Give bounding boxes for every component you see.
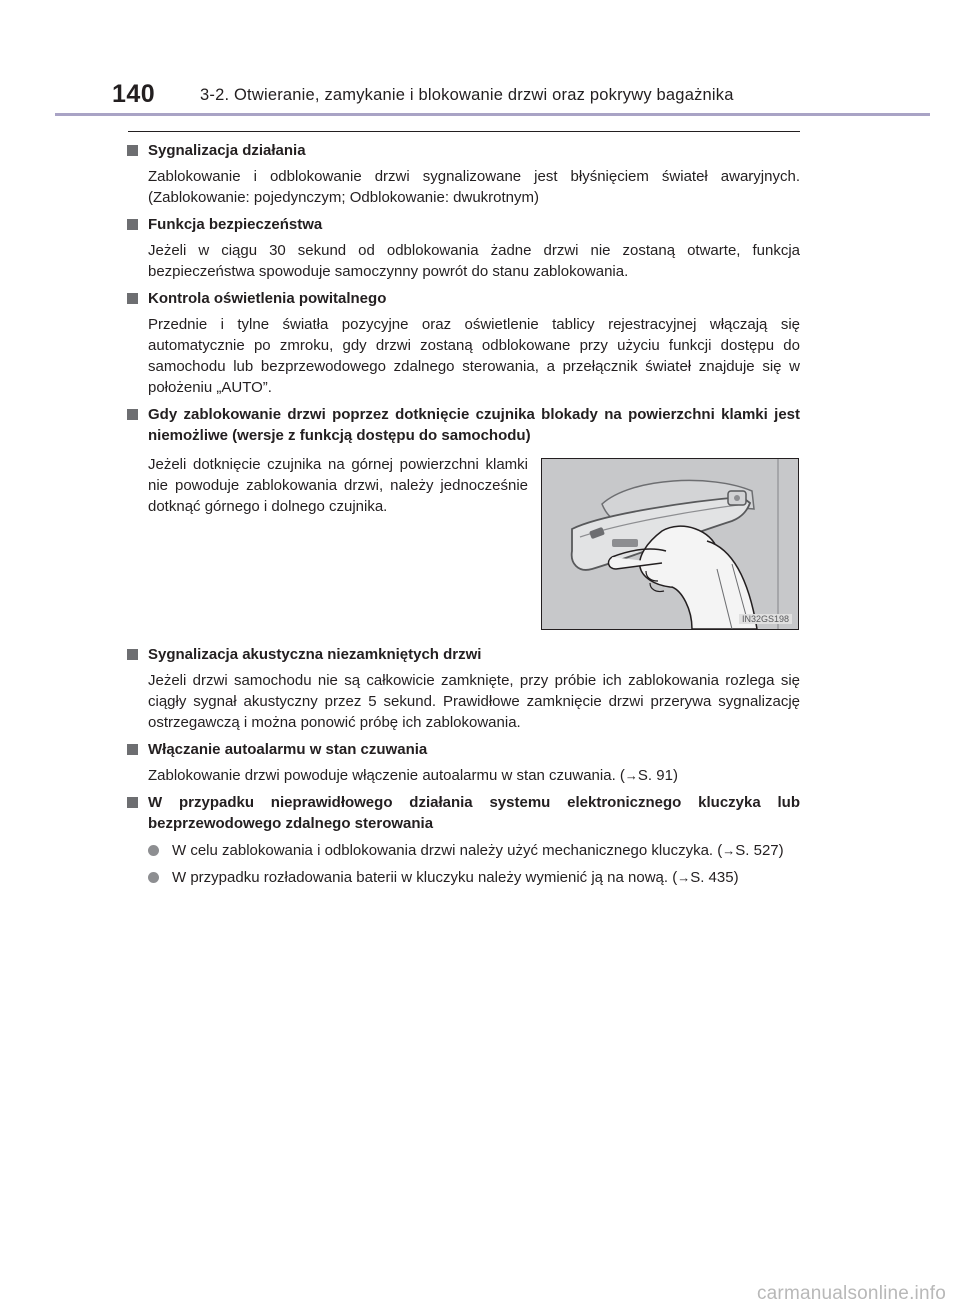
section-key-malfunction [127,792,800,888]
section-body: Zablokowanie i odblokowanie drzwi sygnalizowane jest błyśnięciem świateł awaryjnych. (Zablokowanie: pojedynczym; Odblokowanie: dwukrotnym) [148,168,800,206]
section-heading-text: W przypadku nieprawidłowego działania systemu elektronicznego kluczyka lub bezprzewodowego zdalnego sterowania [148,794,800,832]
page-number: 140 [112,80,156,108]
list-item-text: W przypadku rozładowania baterii w kluczyku należy wymienić ją na nową. ( [172,869,678,886]
header-rule [55,113,930,116]
square-bullet-icon [127,649,138,660]
section-heading [127,214,800,235]
list-item-text: W celu zablokowania i odblokowania drzwi należy użyć mechanicznego kluczyka. ( [172,842,723,859]
section-body [127,765,800,786]
page-reference: S. 527) [735,842,784,859]
page-reference-arrow-icon: → [677,870,691,885]
chapter-title: 3-2. Otwieranie, zamykanie i blokowanie drzwi oraz pokrywy bagażnika [200,86,734,104]
page-reference: S. 91) [637,767,678,784]
section-heading [127,140,800,161]
page-reference: S. 435) [690,869,739,886]
section-heading [127,404,800,446]
square-bullet-icon [127,293,138,304]
round-bullet-icon [148,872,159,883]
section-heading [127,644,800,665]
section-heading-text: Gdy zablokowanie drzwi poprzez dotknięcie czujnika blokady na powierzchni klamki jest niemożliwe (wersje z funkcją dostępu do samochodu) [148,406,800,444]
page-header [0,0,960,120]
figure-row [127,454,800,638]
square-bullet-icon [127,219,138,230]
section-body: Przednie i tylne światła pozycyjne oraz oświetlenie tablicy rejestracyjnej włączają się automatycznie po zmroku, gdy drzwi zostaną odblokowane przy użyciu funkcji dostępu do samochodu lub bezprzewodowego zdalnego sterowania, a przełącznik świateł znajduje się w położeniu „AUTO”. [148,316,800,396]
door-handle-hand-icon [542,459,798,629]
section-heading-text: Sygnalizacja akustyczna niezamkniętych drzwi [148,646,482,663]
list-item [127,840,800,861]
section-alarm-arming [127,739,800,786]
top-rule [128,131,800,132]
page-reference-arrow-icon: → [722,843,736,858]
section-heading [127,739,800,760]
section-heading-text: Kontrola oświetlenia powitalnego [148,290,387,307]
section-acoustic-warning [127,644,800,733]
square-bullet-icon [127,409,138,420]
section-welcome-lighting [127,288,800,398]
section-heading-text: Włączanie autoalarmu w stan czuwania [148,741,428,758]
section-signaling [127,140,800,208]
square-bullet-icon [127,744,138,755]
section-heading-text: Sygnalizacja działania [148,142,306,159]
door-handle-illustration [541,458,799,630]
section-body: Jeżeli dotknięcie czujnika na górnej powierzchni klamki nie powoduje zablokowania drzwi, należy jednocześnie dotknąć górnego i dolnego czujnika. [148,456,528,515]
body-text-segment: Zablokowanie drzwi powoduje włączenie autoalarmu w stan czuwania. ( [148,767,625,784]
section-heading [127,288,800,309]
section-safety-function [127,214,800,282]
section-body: Jeżeli drzwi samochodu nie są całkowicie zamknięte, przy próbie ich zablokowania rozlega się ciągły sygnał akustyczny przez 5 sekund. Prawidłowe zamknięcie drzwi przerywa sygnalizację ostrzegawczą i można ponowić próbę ich zablokowania. [148,672,800,731]
page-content [127,140,800,894]
section-heading [127,792,800,834]
figure-code: IN32GS198 [739,614,792,624]
section-lock-sensor [127,404,800,638]
round-bullet-icon [148,845,159,856]
section-heading-text: Funkcja bezpieczeństwa [148,216,323,233]
watermark: carmanualsonline.info [756,1283,946,1304]
square-bullet-icon [127,797,138,808]
section-body: Jeżeli w ciągu 30 sekund od odblokowania żadne drzwi nie zostaną otwarte, funkcja bezpieczeństwa spowoduje samoczynny powrót do stanu zablokowania. [148,242,800,280]
square-bullet-icon [127,145,138,156]
page-reference-arrow-icon: → [624,768,638,783]
list-item [127,867,800,888]
